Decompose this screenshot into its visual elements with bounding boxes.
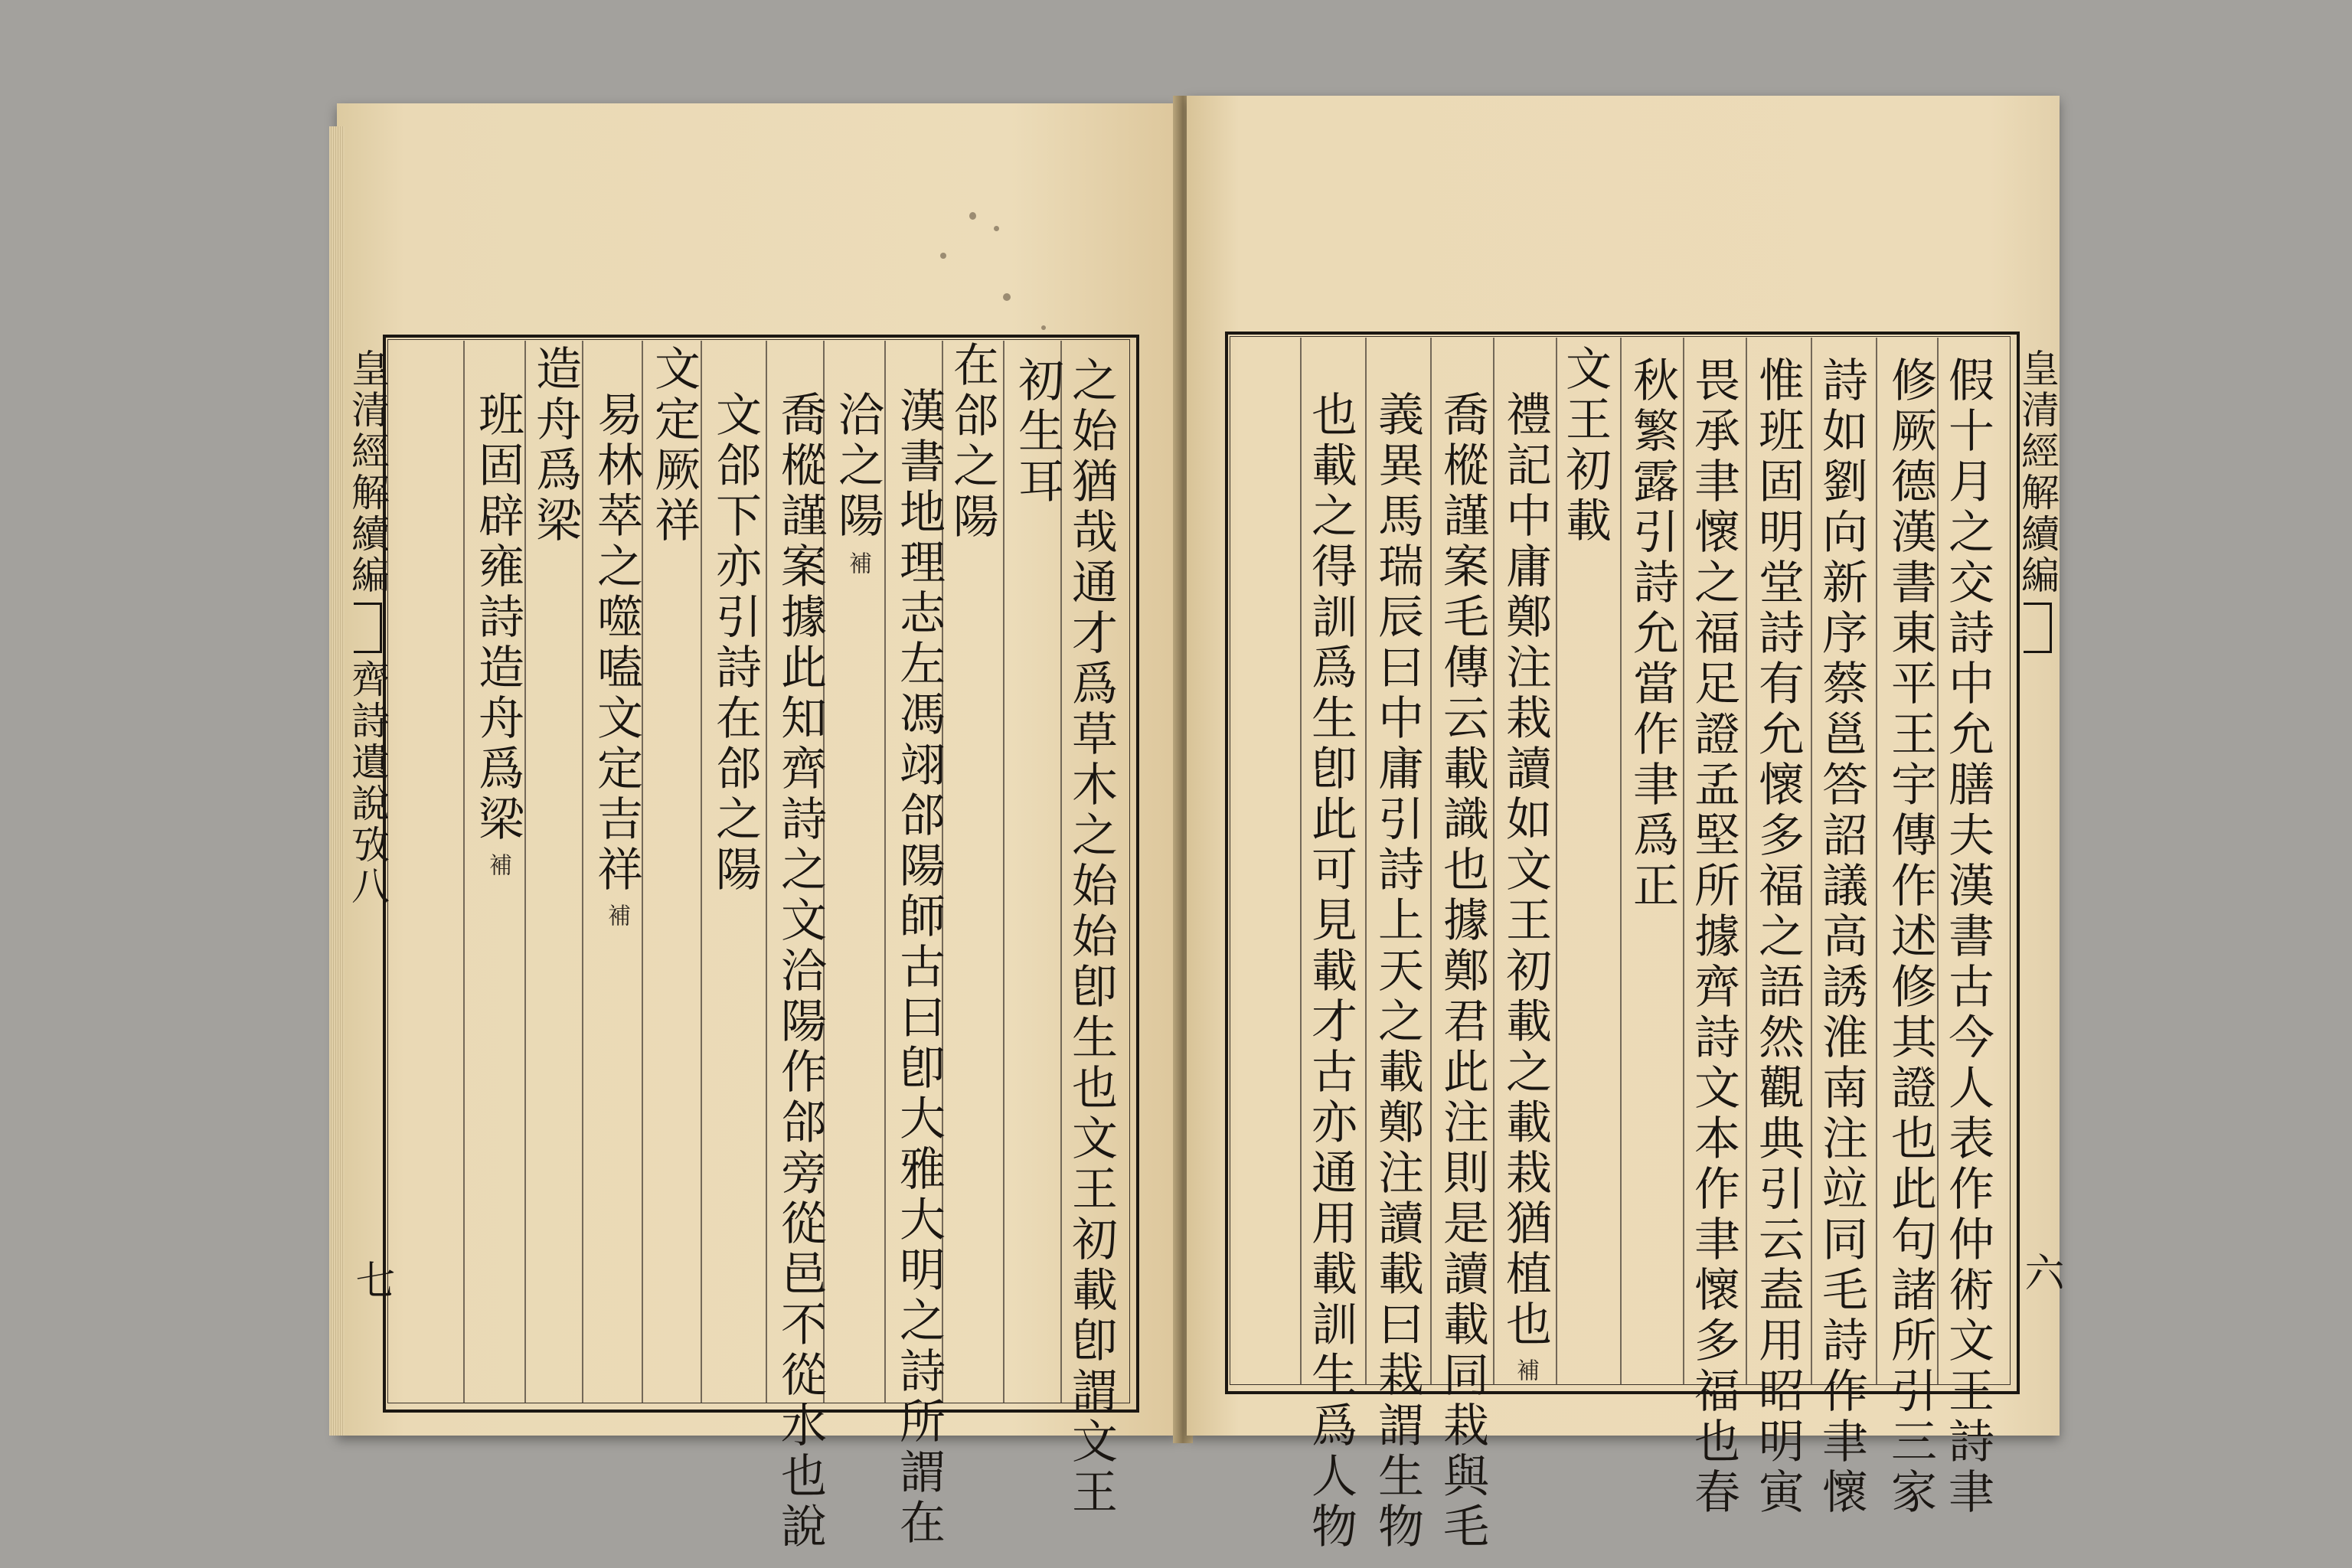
fold-mark-icon xyxy=(354,603,382,653)
text-column: 班固辟雍詩造舟爲梁補 xyxy=(471,390,524,877)
right-margin-strip xyxy=(2010,348,2065,659)
text-column: 易林萃之噬嗑文定吉祥補 xyxy=(590,390,643,928)
left-margin-strip xyxy=(340,348,395,1405)
text-column: 在郃之陽 xyxy=(946,341,999,543)
column-rule xyxy=(1811,338,1812,1385)
text-column: 詩如劉向新序蔡邕答詔議高誘淮南注竝同毛詩作聿懷 xyxy=(1815,356,1868,1518)
column-rule xyxy=(766,341,767,1403)
supplement-note: 補 xyxy=(1512,1358,1539,1383)
column-rule xyxy=(1746,338,1747,1385)
supplement-note: 補 xyxy=(844,551,871,576)
text-column: 文郃下亦引詩在郃之陽 xyxy=(708,390,762,896)
open-book xyxy=(337,96,2063,1553)
column-rule xyxy=(884,341,886,1403)
ink-speck xyxy=(969,212,976,220)
column-rule xyxy=(582,341,583,1403)
text-column: 畏承聿懷之福足證孟堅所據齊詩文本作聿懷多福也春 xyxy=(1687,356,1740,1518)
text-column: 惟班固明堂詩有允懷多福之語然觀典引云盍用昭明寅 xyxy=(1751,356,1805,1518)
ink-speck xyxy=(940,253,946,259)
text-column: 之始猶哉通才爲草木之始始卽生也文王初載卽謂文王 xyxy=(1064,356,1118,1518)
text-column: 文王初載 xyxy=(1558,345,1612,547)
left-folio xyxy=(343,1259,400,1302)
column-rule xyxy=(1876,338,1877,1385)
fold-mark-icon xyxy=(2024,603,2052,653)
section-title: 齊詩遺說攷八 xyxy=(345,659,390,907)
text-column: 修厥德漢書東平王宇傳作述修其證也此句諸所引三家 xyxy=(1883,356,1937,1518)
text-column: 造舟爲梁 xyxy=(528,345,582,547)
column-rule xyxy=(1556,338,1557,1385)
column-rule xyxy=(1003,341,1004,1403)
ink-speck xyxy=(1003,293,1011,301)
folio-number: 七 xyxy=(348,1259,394,1302)
ink-speck xyxy=(994,226,999,231)
text-column: 漢書地理志左馮翊郃陽師古曰卽大雅大明之詩所謂在 xyxy=(892,387,946,1549)
column-rule xyxy=(1493,338,1494,1385)
column-rule xyxy=(1937,338,1939,1385)
text-column: 洽之陽補 xyxy=(831,390,884,576)
text-column: 喬樅謹案毛傳云載識也據鄭君此注則是讀載同栽與毛 xyxy=(1436,390,1489,1553)
text-column: 假十月之交詩中允膳夫漢書古今人表作仲術文王詩聿 xyxy=(1941,356,1994,1518)
margin-title: 皇清經解續編 xyxy=(345,348,390,596)
column-rule xyxy=(1430,338,1432,1385)
column-rule xyxy=(463,341,465,1403)
column-rule xyxy=(1300,338,1302,1385)
text-column: 義異馬瑞辰曰中庸引詩上天之載鄭注讀載曰栽謂生物 xyxy=(1370,390,1424,1553)
text-column: 文定厥祥 xyxy=(647,345,701,547)
column-rule xyxy=(524,341,526,1403)
column-rule xyxy=(1620,338,1622,1385)
text-column: 喬樅謹案據此知齊詩之文洽陽作郃旁從邑不從水也說 xyxy=(773,390,827,1553)
text-column: 秋繁露引詩允當作聿爲正 xyxy=(1625,356,1679,912)
margin-title: 皇清經解續編 xyxy=(2015,348,2060,596)
folio-number: 六 xyxy=(2017,1252,2063,1295)
column-rule xyxy=(701,341,702,1403)
supplement-note: 補 xyxy=(485,853,511,877)
column-rule xyxy=(1683,338,1684,1385)
right-folio xyxy=(2012,1252,2069,1295)
text-column: 初生耳 xyxy=(1011,356,1064,508)
supplement-note: 補 xyxy=(603,903,630,928)
text-column: 禮記中庸鄭注栽讀如文王初載之載栽猶植也補 xyxy=(1498,390,1552,1383)
ink-speck xyxy=(1041,325,1046,330)
column-rule xyxy=(1365,338,1367,1385)
text-column: 也載之得訓爲生卽此可見載才古亦通用載訓生爲人物 xyxy=(1304,390,1357,1553)
